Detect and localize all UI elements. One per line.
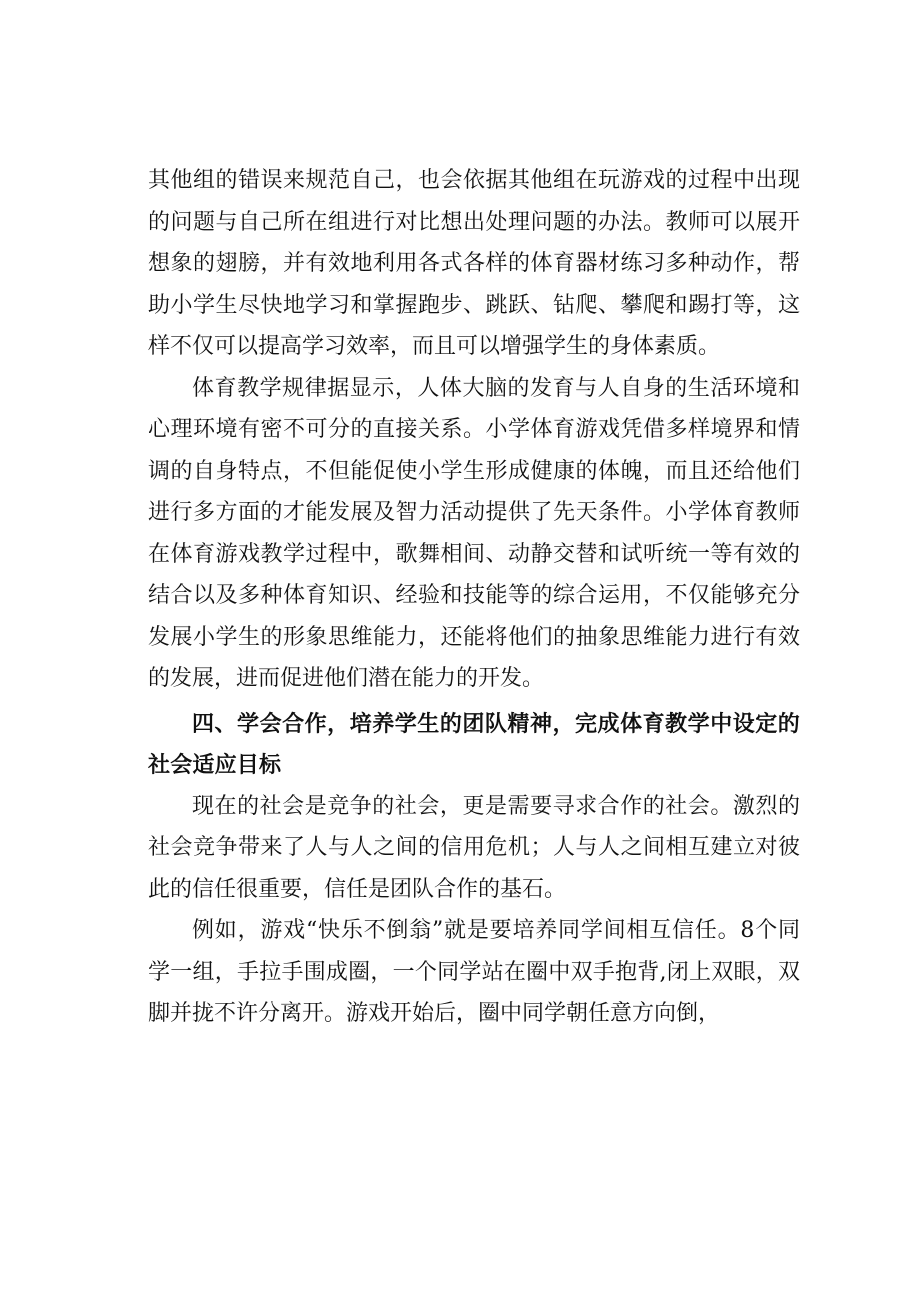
paragraph-brain-development: 体育教学规律据显示，人体大脑的发育与人自身的生活环境和心理环境有密不可分的直接关系。小学体育游戏凭借多样境界和情调的自身特点，不但能促使小学生形成健康的体魄，而且还给他们进行多方面的才能发展及智力活动提供了先天条件。小学体育教师在体育游戏教学过程中，歌舞相间、动静交替和试听统一等有效的结合以及多种体育知识、经验和技能等的综合运用，不仅能够充分发展小学生的形象思维能力，还能将他们的抽象思维能力进行有效的发展，进而促进他们潜在能力的开发。 <box>148 375 800 691</box>
paragraph-example-game: 例如，游戏“快乐不倒翁”就是要培养同学间相互信任。8个同学一组，手拉手围成圈，一个同学站在圈中双手抱背,闭上双眼，双脚并拢不许分离开。游戏开始后，圈中同学朝任意方向倒， <box>148 918 800 1026</box>
paragraph-continuation: 其他组的错误来规范自己，也会依据其他组在玩游戏的过程中出现的问题与自己所在组进行对比想出处理问题的办法。教师可以展开想象的翅膀，并有效地利用各式各样的体育器材练习多种动作，帮助小学生尽快地学习和掌握跑步、跳跃、钻爬、攀爬和踢打等，这样不仅可以提高学习效率，而且可以增强学生的身体素质。 <box>148 168 800 359</box>
document-body <box>148 160 800 1035</box>
paragraph-cooperation: 现在的社会是竞争的社会，更是需要寻求合作的社会。激烈的社会竞争带来了人与人之间的信用危机；人与人之间相互建立对彼此的信任很重要，信任是团队合作的基石。 <box>148 793 800 902</box>
section-heading-four: 四、学会合作，培养学生的团队精神，完成体育教学中设定的社会适应目标 <box>148 711 800 778</box>
